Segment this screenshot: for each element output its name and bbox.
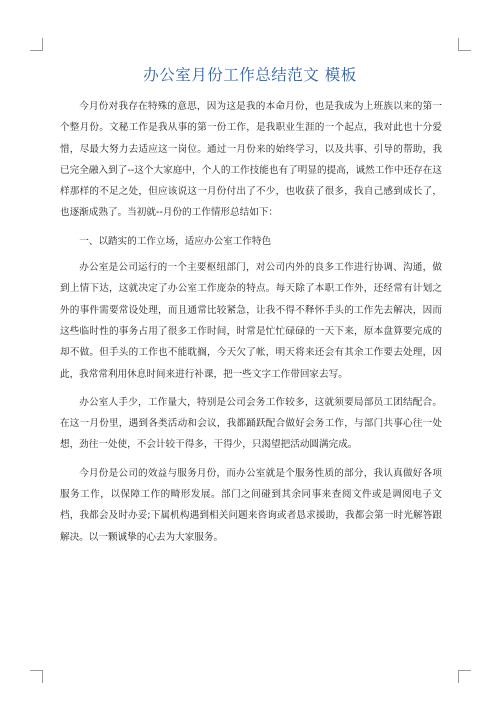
document-body	[60, 96, 442, 555]
paragraph-intro: 今月份对我存在特殊的意思，因为这是我的本命月份，也是我成为上班族以来的第一个整月份。文秘工作是我从事的第一份工作，是我职业生涯的一个起点，我对此也十分爱惜，尽最大努力去适应这一岗位。通过一月份来的始终学习，以及共事、引导的帮助，我已完全融入到了--这个大家庭中，个人的工作技能也有了明显的提高，诚然工作中还存在这样那样的不足之处，但应该说这一月份付出了不少，也收获了很多，我自己感到成长了，也逐渐成熟了。当初就--月份的工作情形总结如下：	[60, 101, 442, 219]
crop-mark-bottom-left	[30, 670, 43, 683]
crop-mark-top-right	[458, 38, 471, 51]
section-heading: 一、以踏实的工作立场，适应办公室工作特色	[79, 235, 272, 247]
paragraph-teamwork: 办公室人手少，工作量大，特别是公司会务工作较多，这就须要局部员工团结配合。在这一月份里，遇到各类活动和会议，我都踊跃配合做好会务工作，与部门共事心往一处想，劲往一处使，不会计较干得多，干得少，只渴望把活动圆满完成。	[60, 396, 442, 451]
document-title: 办公室月份工作总结范文 模板	[143, 66, 357, 84]
paragraph-service: 今月份是公司的效益与服务月份，而办公室就是个服务性质的部分，我认真做好各项服务工作，以保障工作的畸形发展。部门之间碰到其余同事来查阅文件或是调阅电子文档，我都会及时办妥;下属机构遇到相关问题来咨询或者恳求援助，我都会第一时光解答跟解决。以一颗诚挚的心去为大家服务。	[60, 467, 442, 543]
crop-mark-bottom-right	[458, 670, 471, 683]
crop-mark-top-left	[30, 38, 43, 51]
paragraph-office-role: 办公室是公司运行的一个主要枢纽部门，对公司内外的良多工作进行协调、沟通，做到上情下达，这就决定了办公室工作庞杂的特点。每天除了本职工作外，还经常有计划之外的事件需要常设处理，而且通常比较紧急，让我不得不释怀手头的工作先去解决，因而这些临时性的事务占用了很多工作时间，时常是忙忙碌碌的一天下来，原本盘算要完成的却不做。但手头的工作也不能耽搁，今天欠了帐，明天将来还会有其余工作要去处理，因此，我常常利用休息时间来进行补课，把一些文字工作带回家去写。	[60, 262, 442, 380]
